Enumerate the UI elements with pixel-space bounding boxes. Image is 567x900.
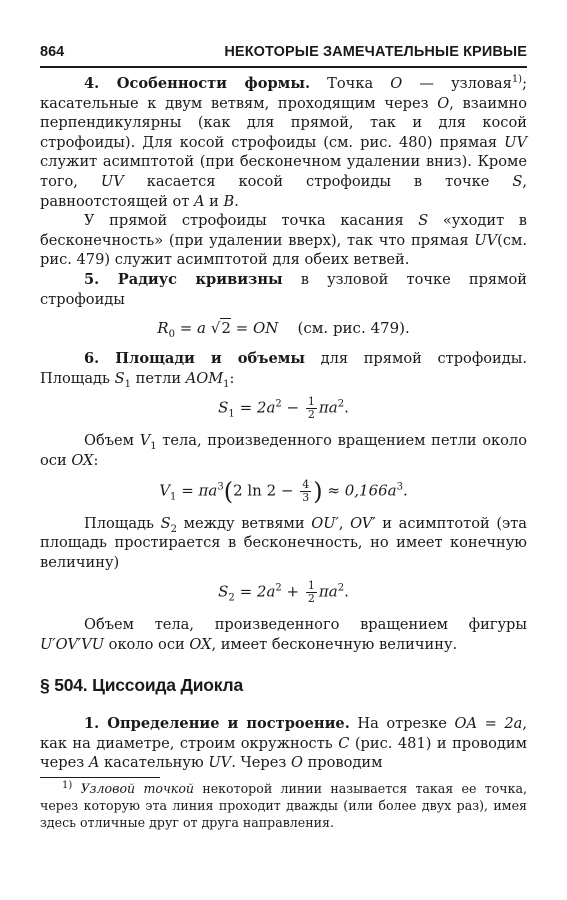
footnote-divider bbox=[40, 777, 160, 778]
footnote-number: 1) bbox=[62, 779, 73, 791]
footnote: $^{1)}$ Узловой точкой некоторой линии называется такая ее точка, через которую эта линия проходит дважды (или более двух раз), имея здесь отличные друг от друга направления. bbox=[40, 779, 527, 830]
paragraph-infinite-volume: Объем тела, произведенного вращением фигуры U′OV′VU около оси OX, имеет бесконечную величину. bbox=[40, 616, 527, 653]
equation-branch-area: $S_2 = 2a^2$ + $\frac{1}{2}$ $\pi a^2$. bbox=[218, 579, 349, 606]
fraction-four-thirds: $\frac{4}{3}$ bbox=[302, 477, 310, 504]
paragraph-shape-features: 4. Особенности формы. Точка O — узловая$^{1)}$; касательные к двум ветвям, проходящим через O, взаимно перпендикулярны (как для прямой, так и для косой строфоиды). Для косой строфоиды (см. рис. 480) прямая UV служит асимптотой (при бесконечном удалении вниз). Кроме того, UV касается косой строфоиды в точке S, равноотстоящей от A и B. bbox=[40, 74, 528, 210]
fraction-one-half-2: $\frac{1}{2}$ bbox=[307, 579, 315, 606]
paragraph-loop-volume: Объем $V_1$ тела, произведенного вращением петли около оси OX: bbox=[40, 432, 527, 469]
heading-shape-features: 4. Особенности формы. bbox=[84, 75, 311, 92]
page-body bbox=[40, 74, 527, 831]
footnote-term: Узловой точкой bbox=[80, 780, 195, 796]
footnote-marker: 1) bbox=[511, 74, 523, 86]
equation-loop-area: $S_1 = 2a^2$ − $\frac{1}{2}$ $\pi a^2$. bbox=[218, 395, 349, 422]
section-heading-cissoid: § 504. Циссоида Диокла bbox=[40, 675, 244, 696]
page-number: 864 bbox=[40, 44, 65, 60]
equation-loop-volume: $V_1 = \pi a^3(2$ ln 2 − $\frac{4}{3}$ ) ≈ $0,166a^3$. bbox=[159, 477, 408, 505]
paragraph-areas-volumes: 6. Площади и объемы для прямой строфоиды. Площадь $S_1$ петли $AOM_1$: bbox=[40, 350, 527, 390]
heading-definition: 1. Определение и построение. bbox=[84, 715, 350, 733]
paragraph-branch-area: Площадь $S_2$ между ветвями OU′, OV′ и асимптотой (эта площадь простирается в бесконечность, но имеет конечную величину) bbox=[40, 514, 527, 571]
heading-areas-volumes: 6. Площади и объемы bbox=[84, 350, 306, 368]
paragraph-definition: 1. Определение и построение. На отрезке OA = 2a, как на диаметре, строим окружность C (рис. 481) и проводим через A касательную UV. Через O проводим bbox=[40, 715, 528, 772]
heading-curvature: 5. Радиус кривизны bbox=[84, 270, 283, 288]
paragraph-right-strophoid: У прямой строфоиды точка касания S «уходит в бесконечность» (при удалении вверх), так что прямая UV(см. рис. 479) служит асимптотой для обеих ветвей. bbox=[40, 212, 528, 269]
page-header bbox=[40, 40, 527, 68]
equation-curvature-radius: $R_0 = a$ √2 = ON (см. рис. 479). bbox=[157, 319, 410, 341]
running-title: НЕКОТОРЫЕ ЗАМЕЧАТЕЛЬНЫЕ КРИВЫЕ bbox=[224, 44, 527, 60]
paragraph-curvature: 5. Радиус кривизны в узловой точке прямой строфоиды bbox=[40, 270, 527, 308]
fraction-one-half: $\frac{1}{2}$ bbox=[307, 395, 315, 422]
